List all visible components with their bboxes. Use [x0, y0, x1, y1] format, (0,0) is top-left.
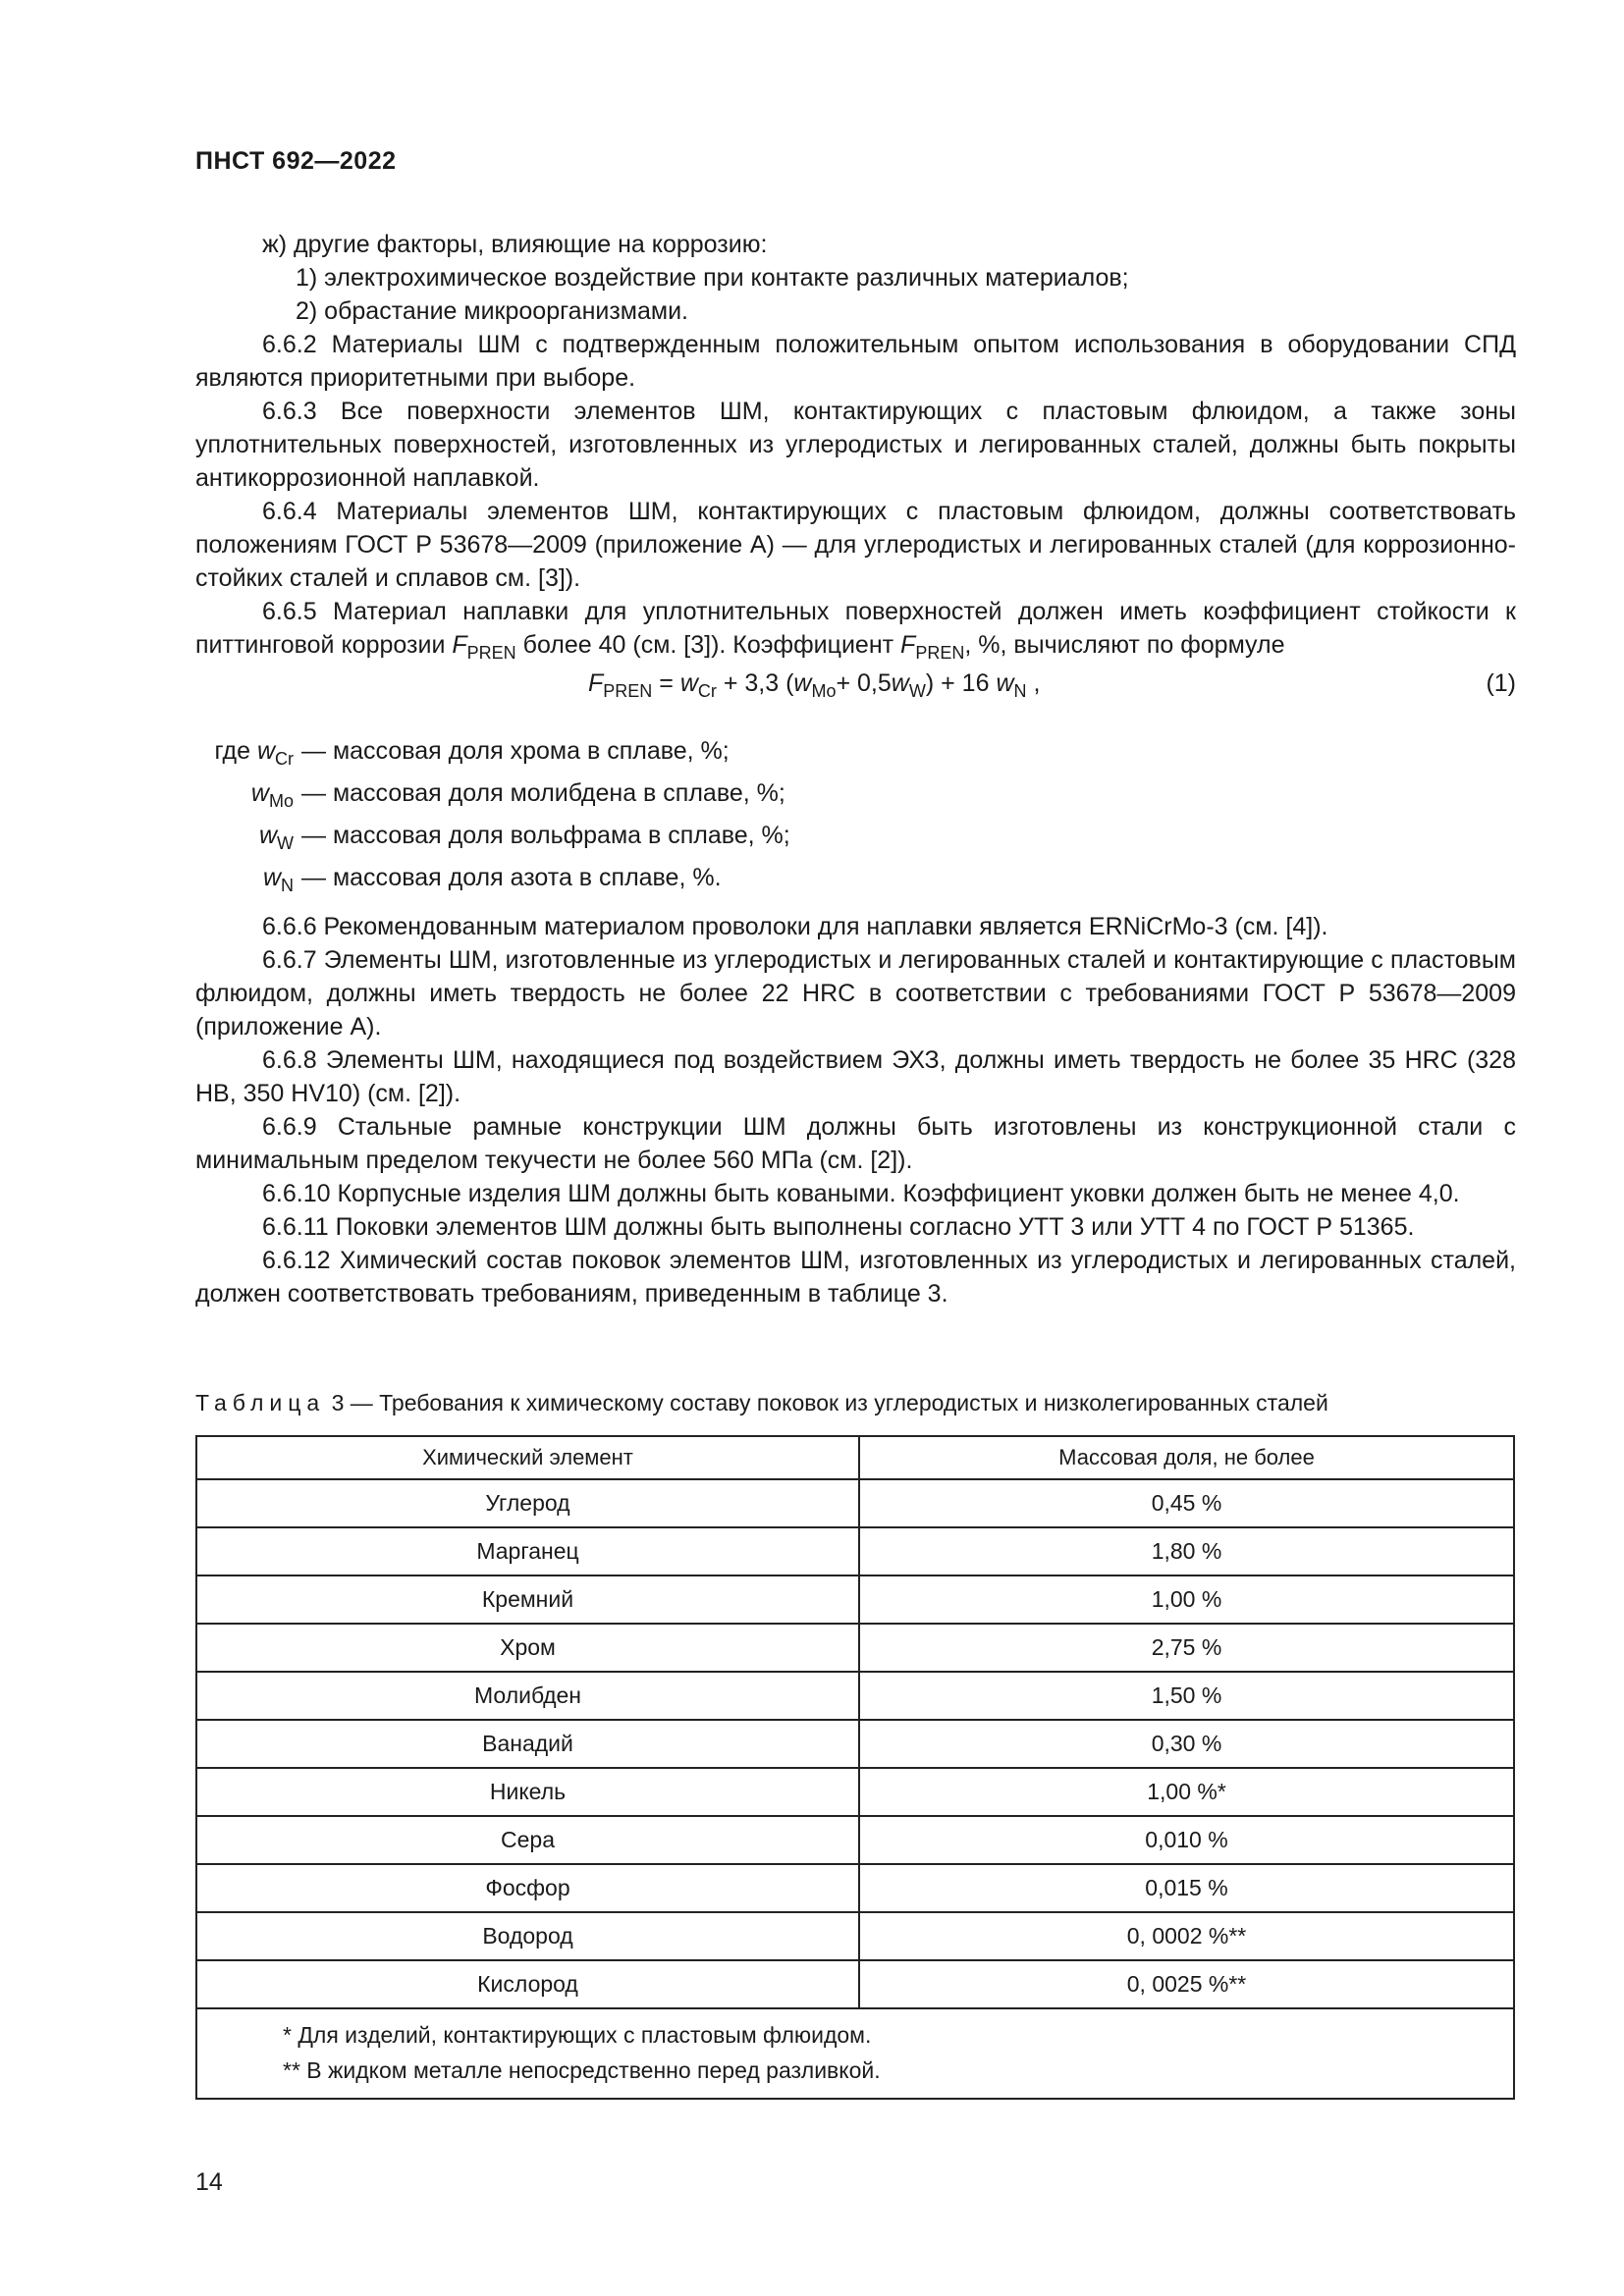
- body-text-upper: [195, 228, 1516, 669]
- symbol-f: F: [900, 631, 916, 659]
- subscript-pren: PREN: [466, 643, 516, 663]
- paragraph-6-6-3: 6.6.3 Все поверхности элементов ШМ, контактирующих с пластовым флюидом, а также зоны уплотнительных поверхностей, изготовленных из углеродистых и легированных сталей, должны быть покрыты антикоррозионной наплавкой.: [195, 398, 1516, 492]
- paragraph-6-6-6: 6.6.6 Рекомендованным материалом проволоки для наплавки является ERNiCrMo-3 (см. [4]).: [262, 913, 1328, 940]
- list-item-zh: ж) другие факторы, влияющие на коррозию:: [262, 231, 768, 258]
- table-row: Никель 1,00 %*: [196, 1768, 1514, 1816]
- paragraph-6-6-12: 6.6.12 Химический состав поковок элементов ШМ, изготовленных из углеродистых и легированных сталей, должен соответствовать требованиям, приведенным в таблице 3.: [195, 1247, 1516, 1308]
- p665-part-a: 6.6.5 Материал наплавки для уплотнительных поверхностей должен иметь коэффициент стойкости к питтинговой коррозии: [195, 598, 1516, 659]
- table-row: Водород 0, 0002 %**: [196, 1912, 1514, 1960]
- table-notes: [196, 2008, 1514, 2099]
- subscript-pren: PREN: [915, 643, 965, 663]
- formula-legend: [195, 734, 981, 903]
- table-row: Молибден 1,50 %: [196, 1672, 1514, 1720]
- page-number: 14: [195, 2168, 223, 2196]
- document-id-header: ПНСТ 692—2022: [195, 147, 397, 175]
- table-row: Марганец 1,80 %: [196, 1527, 1514, 1575]
- formula-number: (1): [1486, 669, 1516, 697]
- paragraph-6-6-4: 6.6.4 Материалы элементов ШМ, контактирующих с пластовым флюидом, должны соответствовать положениям ГОСТ Р 53678—2009 (приложение А) — для углеродистых и легированных сталей (для коррозионно-стойких сталей и сплавов см. [3]).: [195, 498, 1516, 592]
- formula-row: [195, 669, 1516, 709]
- table-row: Кремний 1,00 %: [196, 1575, 1514, 1624]
- symbol-f: F: [452, 631, 467, 659]
- table-caption-text: 3 — Требования к химическому составу поковок из углеродистых и низколегированных сталей: [331, 1390, 1328, 1415]
- paragraph-6-6-10: 6.6.10 Корпусные изделия ШМ должны быть коваными. Коэффициент уковки должен быть не менее 4,0.: [262, 1180, 1460, 1207]
- table-row: Кислород 0, 0025 %**: [196, 1960, 1514, 2008]
- legend-row-mo: $w_{Mo}$ — массовая доля молибдена в сплаве, %;: [250, 779, 785, 811]
- table-header-row: [196, 1436, 1514, 1479]
- table-note-2: ** В жидком металле непосредственно перед разливкой.: [283, 2057, 881, 2083]
- body-text-lower: [195, 910, 1516, 1310]
- p665-part-c: , %, вычисляют по формуле: [964, 631, 1285, 659]
- column-header-element: Химический элемент: [196, 1436, 859, 1479]
- table-row: Углерод 0,45 %: [196, 1479, 1514, 1527]
- table-caption: [195, 1390, 1516, 1416]
- column-header-fraction: Массовая доля, не более: [859, 1436, 1514, 1479]
- paragraph-6-6-8: 6.6.8 Элементы ШМ, находящиеся под воздействием ЭХЗ, должны иметь твердость не более 35 HRC (328 HB, 350 HV10) (см. [2]).: [195, 1046, 1516, 1107]
- paragraph-6-6-9: 6.6.9 Стальные рамные конструкции ШМ должны быть изготовлены из конструкционной стали с минимальным пределом текучести не более 560 МПа (см. [2]).: [195, 1113, 1516, 1174]
- table-row: Сера 0,010 %: [196, 1816, 1514, 1864]
- pren-formula: $F_{PREN} = w_{Cr} + 3,3$ $(w_{Mo}+ 0,5w_W) + 16$ $w_N$ ,: [588, 669, 1041, 701]
- table-caption-label: Таблица: [195, 1390, 326, 1415]
- table-row: Хром 2,75 %: [196, 1624, 1514, 1672]
- chemical-composition-table: [195, 1435, 1515, 2100]
- legend-row-w: $w_W$ — массовая доля вольфрама в сплаве, %;: [258, 822, 790, 853]
- table-note-1: * Для изделий, контактирующих с пластовым флюидом.: [283, 2022, 872, 2048]
- table-notes-row: [196, 2008, 1514, 2099]
- legend-row-n: $w_N$ — массовая доля азота в сплаве, %.: [262, 864, 722, 895]
- p665-part-b: более 40 (см. [3]). Коэффициент: [522, 631, 894, 659]
- list-subitem-1: 1) электрохимическое воздействие при контакте различных материалов;: [296, 264, 1129, 292]
- paragraph-6-6-7: 6.6.7 Элементы ШМ, изготовленные из углеродистых и легированных сталей и контактирующие с пластовым флюидом, должны иметь твердость не более 22 HRC в соответствии с требованиями ГОСТ Р 53678—2009 (приложение А).: [195, 946, 1516, 1041]
- paragraph-6-6-11: 6.6.11 Поковки элементов ШМ должны быть выполнены согласно УТТ 3 или УТТ 4 по ГОСТ Р 51365.: [262, 1213, 1415, 1241]
- legend-row-cr: где $w_{Cr}$ — массовая доля хрома в сплаве, %;: [214, 737, 730, 769]
- paragraph-6-6-2: 6.6.2 Материалы ШМ с подтвержденным положительным опытом использования в оборудовании СПД являются приоритетными при выборе.: [195, 331, 1516, 392]
- list-subitem-2: 2) обрастание микроорганизмами.: [296, 297, 688, 325]
- table-row: Ванадий 0,30 %: [196, 1720, 1514, 1768]
- paragraph-6-6-5: [195, 595, 1516, 669]
- table-row: Фосфор 0,015 %: [196, 1864, 1514, 1912]
